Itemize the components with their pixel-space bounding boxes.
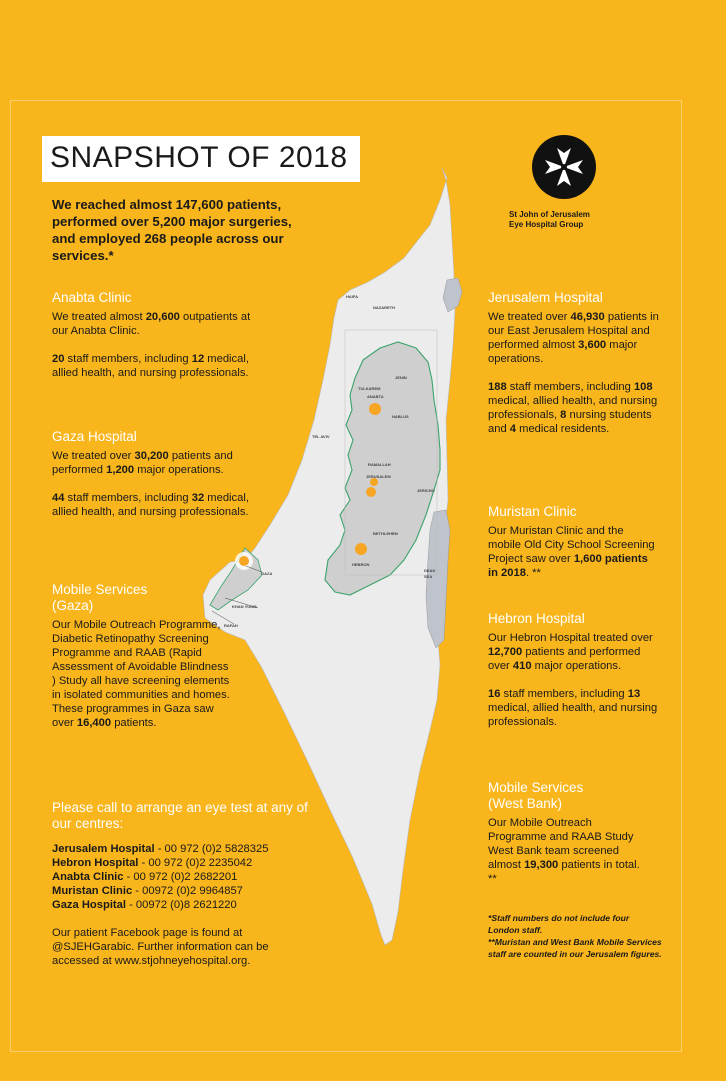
label-tulkarem: TULKAREM xyxy=(358,386,381,391)
contact-line: Anabta Clinic - 00 972 (0)2 2682201 xyxy=(52,871,238,883)
contact-line: Gaza Hospital - 00972 (0)8 2621220 xyxy=(52,899,237,911)
label-deadsea-1: DEAD xyxy=(424,568,436,573)
anabta-heading: Anabta Clinic xyxy=(52,290,132,305)
mobile-wb-heading: Mobile Services (West Bank) xyxy=(488,780,584,811)
label-hebron: HEBRON xyxy=(352,562,370,567)
footnote-2: **Muristan and West Bank Mobile Services staff are counted in our Jerusalem figures. xyxy=(488,937,662,959)
label-gaza: GAZA xyxy=(261,571,273,576)
intro-staff: 268 xyxy=(144,231,167,246)
intro-text: major surgeries, and employed xyxy=(52,214,292,246)
mobile-wb-p1: Our Mobile Outreach Programme and RAAB Study West Bank team screened almost 19,300 patients in total. ** xyxy=(488,817,640,885)
label-ramallah: RAMALLAH xyxy=(368,462,391,467)
jerusalem-p1: We treated over 46,930 patients in our East Jerusalem Hospital and performed almost 3,600 major operations. xyxy=(488,311,659,365)
anabta-p2: 20 staff members, including 12 medical, allied health, and nursing professionals. xyxy=(52,353,249,379)
st-john-cross-logo xyxy=(531,134,597,200)
marker-muristan xyxy=(370,478,378,486)
intro-surgeries: 5,200 xyxy=(152,214,186,229)
contact-section xyxy=(52,800,312,968)
label-jenin: JENIN xyxy=(395,375,407,380)
jerusalem-p2: 188 staff members, including 108 medical, allied health, and nursing professionals, 8 nursing students and 4 medical residents. xyxy=(488,381,658,435)
label-nazareth: NAZARETH xyxy=(373,305,395,310)
hebron-section xyxy=(488,611,663,729)
label-khanyunis: KHAN YUNIS xyxy=(232,604,257,609)
mobile-gaza-section xyxy=(52,582,230,730)
marker-gaza xyxy=(239,556,249,566)
gaza-p2: 44 staff members, including 32 medical, allied health, and nursing professionals. xyxy=(52,492,249,518)
intro-text: people across our services.* xyxy=(52,231,284,263)
contact-heading: Please call to arrange an eye test at any of our centres: xyxy=(52,800,308,831)
footnote-1: *Staff numbers do not include four London staff. xyxy=(488,913,630,935)
title-box xyxy=(42,136,360,182)
anabta-p1: We treated almost 20,600 outpatients at our Anabta Clinic. xyxy=(52,311,251,337)
intro-summary xyxy=(52,196,317,264)
gaza-p1: We treated over 30,200 patients and performed 1,200 major operations. xyxy=(52,450,233,476)
marker-jerusalem xyxy=(366,487,376,497)
label-rafah: RAFAH xyxy=(224,623,238,628)
label-jericho: JERICHO xyxy=(417,488,435,493)
contact-footer: Our patient Facebook page is found at @SJEHGarabic. Further information can be accessed at www.stjohneyehospital.org. xyxy=(52,927,269,967)
hebron-p1: Our Hebron Hospital treated over 12,700 patients and performed over 410 major operations. xyxy=(488,632,653,672)
contact-line: Hebron Hospital - 00 972 (0)2 2235042 xyxy=(52,857,253,869)
label-telaviv: TEL AVIV xyxy=(312,434,330,439)
label-deadsea-2: SEA xyxy=(424,574,433,579)
intro-text: We reached almost xyxy=(52,197,176,212)
contact-line: Muristan Clinic - 00972 (0)2 9964857 xyxy=(52,885,243,897)
marker-anabta xyxy=(369,403,381,415)
logo-line-2: Eye Hospital Group xyxy=(509,220,584,229)
mobile-gaza-heading: Mobile Services (Gaza) xyxy=(52,582,148,613)
logo-line-1: St John of Jerusalem xyxy=(509,210,590,219)
contact-lines xyxy=(52,842,312,912)
intro-patients: 147,600 xyxy=(175,197,224,212)
footnotes xyxy=(488,912,678,960)
jerusalem-section xyxy=(488,290,668,436)
muristan-section xyxy=(488,504,658,580)
marker-hebron xyxy=(355,543,367,555)
label-jerusalem: JERUSALEM xyxy=(366,474,391,479)
label-anabta: ANABTA xyxy=(367,394,384,399)
gaza-heading: Gaza Hospital xyxy=(52,429,137,444)
muristan-p1: Our Muristan Clinic and the mobile Old City School Screening Project saw over 1,600 patients in 2018. ** xyxy=(488,525,655,579)
anabta-section xyxy=(52,290,252,380)
intro-text: patients, performed over xyxy=(52,197,282,229)
muristan-heading: Muristan Clinic xyxy=(488,504,577,519)
gaza-section xyxy=(52,429,252,519)
page-title: SNAPSHOT OF 2018 xyxy=(50,141,348,174)
label-bethlehem: BETHLEHEM xyxy=(373,531,398,536)
contact-line: Jerusalem Hospital - 00 972 (0)2 5828325 xyxy=(52,843,269,855)
jerusalem-heading: Jerusalem Hospital xyxy=(488,290,603,305)
mobile-wb-section xyxy=(488,780,648,886)
mobile-gaza-p1: Our Mobile Outreach Programme, Diabetic Retinopathy Screening Programme and RAAB (Rapid Assessment of Avoidable Blindness ) Study all have screening elements in isolated communities and homes. These programmes in Gaza saw over 16,400 patients. xyxy=(52,619,230,729)
label-haifa: HAIFA xyxy=(346,294,358,299)
label-nablus: NABLUS xyxy=(392,414,409,419)
hebron-p2: 16 staff members, including 13 medical, allied health, and nursing professionals. xyxy=(488,688,658,728)
hebron-heading: Hebron Hospital xyxy=(488,611,585,626)
logo-text xyxy=(509,210,629,230)
